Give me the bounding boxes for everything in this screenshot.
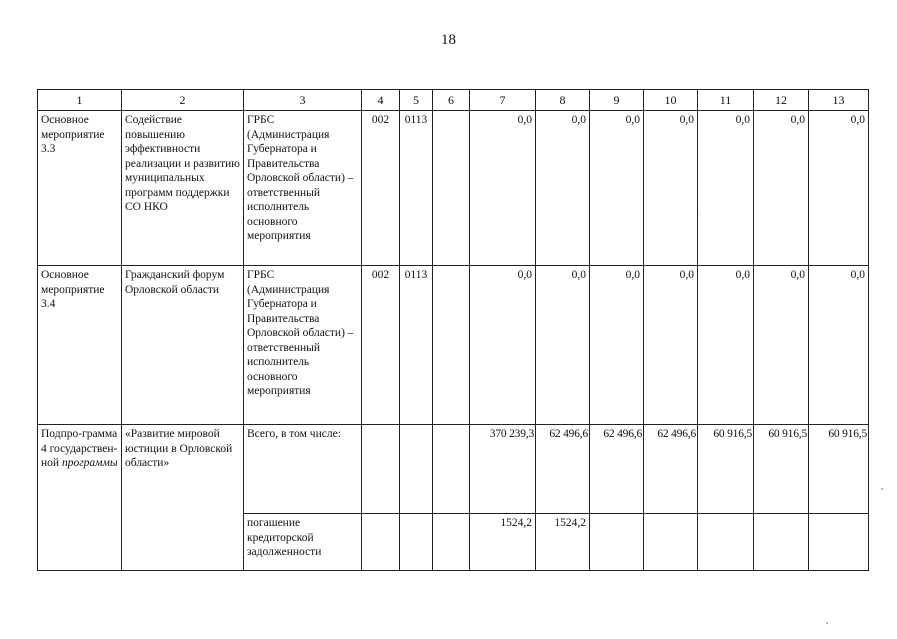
value-cell xyxy=(590,514,644,571)
csr-cell xyxy=(433,266,470,425)
grbs-cell: 002 xyxy=(362,111,400,266)
scan-speck xyxy=(700,214,701,215)
activity-cell: Основное мероприятие 3.4 xyxy=(38,266,122,425)
value-cell: 0,0 xyxy=(590,111,644,266)
grbs-cell xyxy=(362,425,400,514)
value-cell: 0,0 xyxy=(470,111,536,266)
rzpr-cell xyxy=(400,514,433,571)
value-cell: 0,0 xyxy=(698,266,754,425)
value-cell: 0,0 xyxy=(754,266,809,425)
responsible-cell: ГРБС (Администрация Губернатора и Правительства Орловской области) – ответственный исполнитель основного мероприятия xyxy=(244,111,362,266)
column-header: 8 xyxy=(536,90,590,111)
value-cell: 62 496,6 xyxy=(644,425,698,514)
column-header: 1 xyxy=(38,90,122,111)
csr-cell xyxy=(433,425,470,514)
responsible-cell: погашение кредиторской задолженности xyxy=(244,514,362,571)
rzpr-cell: 0113 xyxy=(400,111,433,266)
responsible-cell: ГРБС (Администрация Губернатора и Правительства Орловской области) – ответственный исполнитель основного мероприятия xyxy=(244,266,362,425)
value-cell: 1524,2 xyxy=(536,514,590,571)
activity-cell xyxy=(38,425,122,571)
value-cell: 62 496,6 xyxy=(590,425,644,514)
budget-table xyxy=(37,89,869,571)
value-cell xyxy=(644,514,698,571)
value-cell: 1524,2 xyxy=(470,514,536,571)
scan-speck xyxy=(881,488,883,490)
value-cell: 370 239,3 xyxy=(470,425,536,514)
value-cell xyxy=(809,514,869,571)
column-header: 12 xyxy=(754,90,809,111)
column-header: 9 xyxy=(590,90,644,111)
column-header: 10 xyxy=(644,90,698,111)
value-cell: 0,0 xyxy=(470,266,536,425)
value-cell: 0,0 xyxy=(809,111,869,266)
column-header: 2 xyxy=(122,90,244,111)
value-cell: 0,0 xyxy=(590,266,644,425)
column-header: 4 xyxy=(362,90,400,111)
name-cell: «Развитие мировой юстиции в Орловской области» xyxy=(122,425,244,571)
rzpr-cell: 0113 xyxy=(400,266,433,425)
column-header: 7 xyxy=(470,90,536,111)
activity-cell: Основное мероприятие 3.3 xyxy=(38,111,122,266)
table-header-row xyxy=(38,90,869,111)
csr-cell xyxy=(433,111,470,266)
column-header: 5 xyxy=(400,90,433,111)
csr-cell xyxy=(433,514,470,571)
value-cell: 60 916,5 xyxy=(754,425,809,514)
activity-label-italic: программы xyxy=(61,457,118,469)
value-cell: 0,0 xyxy=(698,111,754,266)
page-number: 18 xyxy=(441,32,456,48)
name-cell: Содействие повышению эффективности реализации и развитию муниципальных программ поддержки СО НКО xyxy=(122,111,244,266)
column-header: 11 xyxy=(698,90,754,111)
name-cell: Гражданский форум Орловской области xyxy=(122,266,244,425)
value-cell xyxy=(698,514,754,571)
value-cell: 0,0 xyxy=(644,266,698,425)
table-row xyxy=(38,425,869,514)
value-cell: 0,0 xyxy=(536,111,590,266)
responsible-cell: Всего, в том числе: xyxy=(244,425,362,514)
activity-label: Подпро-грамма 4 государствен-ной xyxy=(41,428,118,469)
column-header: 3 xyxy=(244,90,362,111)
value-cell xyxy=(754,514,809,571)
grbs-cell: 002 xyxy=(362,266,400,425)
grbs-cell xyxy=(362,514,400,571)
value-cell: 62 496,6 xyxy=(536,425,590,514)
value-cell: 0,0 xyxy=(644,111,698,266)
table-row xyxy=(38,111,869,266)
value-cell: 0,0 xyxy=(754,111,809,266)
value-cell: 0,0 xyxy=(536,266,590,425)
table-row xyxy=(38,266,869,425)
column-header: 13 xyxy=(809,90,869,111)
rzpr-cell xyxy=(400,425,433,514)
value-cell: 60 916,5 xyxy=(809,425,869,514)
scan-speck xyxy=(826,622,828,624)
value-cell: 60 916,5 xyxy=(698,425,754,514)
column-header: 6 xyxy=(433,90,470,111)
value-cell: 0,0 xyxy=(809,266,869,425)
